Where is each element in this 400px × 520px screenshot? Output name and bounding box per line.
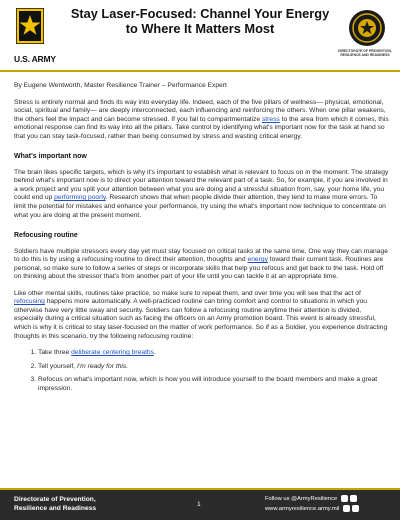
list-item [38,349,390,358]
section2-p1-text-2: toward their current task. Routines are personal, so make sure to follow a series of steps or incorporate skills that help you refocus and get back to the task. Hold off on thinking about the stressor that's from another part of your life until you can tackle it at an appropriate time. [14,256,384,281]
title-line-2: to Where It Matters Most [125,21,275,36]
list-item [38,376,390,393]
refocusing-link[interactable]: refocusing [14,298,45,306]
page-footer [0,490,400,520]
performing-poorly-link[interactable]: performing poorly [54,194,106,202]
step2-emphasis: I'm ready for this. [77,362,129,370]
page-number: 1 [197,501,201,508]
seal-caption: DIRECTORATE OF PREVENTION, RESILIENCE AND READINESS [338,49,392,57]
footer-org-line-2: Resilience and Readiness [14,505,97,512]
dprr-seal-icon [348,9,386,47]
step1-period: . [154,349,156,357]
footer-org-line-1: Directorate of Prevention, [14,496,96,503]
section1-paragraph [14,169,390,220]
instagram-icon[interactable] [343,505,350,512]
website-link[interactable]: www.armyresilience.army.mil [265,505,340,512]
energy-link[interactable]: energy [247,256,268,264]
intro-text-1: Stress is entirely normal and finds its way into everyday life. Indeed, each of the five pillars of wellness— physical, emotional, social, spiritual and family— are deeply interconnected, each influencing and reinforcing the others. When one pillar weakens, the others feel the impact and can become stressed. If you fail to compartmentalize [14,98,386,123]
section-heading-whats-important-now: What's important now [14,153,87,161]
page-header [0,0,400,72]
linkedin-icon[interactable] [352,505,359,512]
section1-text-1: The brain likes specific targets, which is why it's important to establish what is relevant to focus on in the moment. The strategy behind what's important now is to direct your attention toward the relevant part of a task. So, for example, if you are involved in a work project and you split your attention between what you are doing and a stressful situation from, say, your home life, you could end up [14,168,389,202]
title-line-1: Stay Laser-Focused: Channel Your Energy [70,6,330,21]
centering-breaths-link[interactable]: deliberate centering breaths [71,349,154,357]
section-heading-refocusing-routine: Refocusing routine [14,232,78,240]
article-body [14,82,390,398]
step2-text: Tell yourself, [38,362,78,370]
section1-text-2: . Research shows that when people divide their attention, they tend to make more errors. To limit the potential for mistakes and enhance your performance, try using the what's important now technique to concentrate on what you are doing at the present moment. [14,194,386,219]
footer-website-row [265,505,391,515]
stress-link[interactable]: stress [261,115,280,123]
us-army-logo [8,8,56,66]
section2-paragraph-1 [14,248,390,282]
facebook-icon[interactable] [341,495,348,502]
section2-p2-text-1: Like other mental skills, routines take practice, so make sure to repeat them, and over time you will see that the act of [14,289,361,297]
section2-paragraph-2 [14,290,390,341]
refocusing-steps-list [14,349,390,393]
byline: By Eugene Wentworth, Master Resilience Trainer – Performance Expert [14,82,227,89]
army-star-icon [16,8,44,44]
page-title [66,6,334,36]
section2-p2-text-2: happens more automatically. A well-practiced routine can bring comfort and control to situations in which you otherwise have very little sway and security. Soldiers can follow a refocusing routine anytime their attention is divided, especially during a critical situation such as facing the officers on an Army promotion board. This event is already stressful, which is why it is critical to stay laser-focused on the matter of work performance. So if as a Soldier, you experience distracting thoughts in this scenario, try the following refocusing routine: [14,298,388,340]
intro-text-2: to the area from which it comes, this emotional response can find its way into all the pillars. Take control by identifying what's important now for the task at hand so that you can stay task-focused, rather than being consumed by stress and wasting critical energy. [14,115,389,140]
follow-text: Follow us @ArmyResilience [265,496,338,503]
twitter-icon[interactable] [350,495,357,502]
section2-p1-text-1: Soldiers have multiple stressors every day yet must stay focused on critical tasks at the same time. One way they can manage to do this is by using a refocusing routine to direct their attention, thoughts and [14,247,388,264]
step1-text: Take three [38,349,72,357]
intro-paragraph [14,99,390,142]
header-divider [0,70,400,72]
step3-text: Refocus on what's important now, which is how you will introduce yourself to the board members and make a great impression. [38,376,378,392]
footer-org-name [14,495,96,513]
list-item [38,363,390,372]
footer-contact [265,495,391,514]
footer-follow-row [265,495,391,505]
army-wordmark: U.S. ARMY [14,54,56,64]
